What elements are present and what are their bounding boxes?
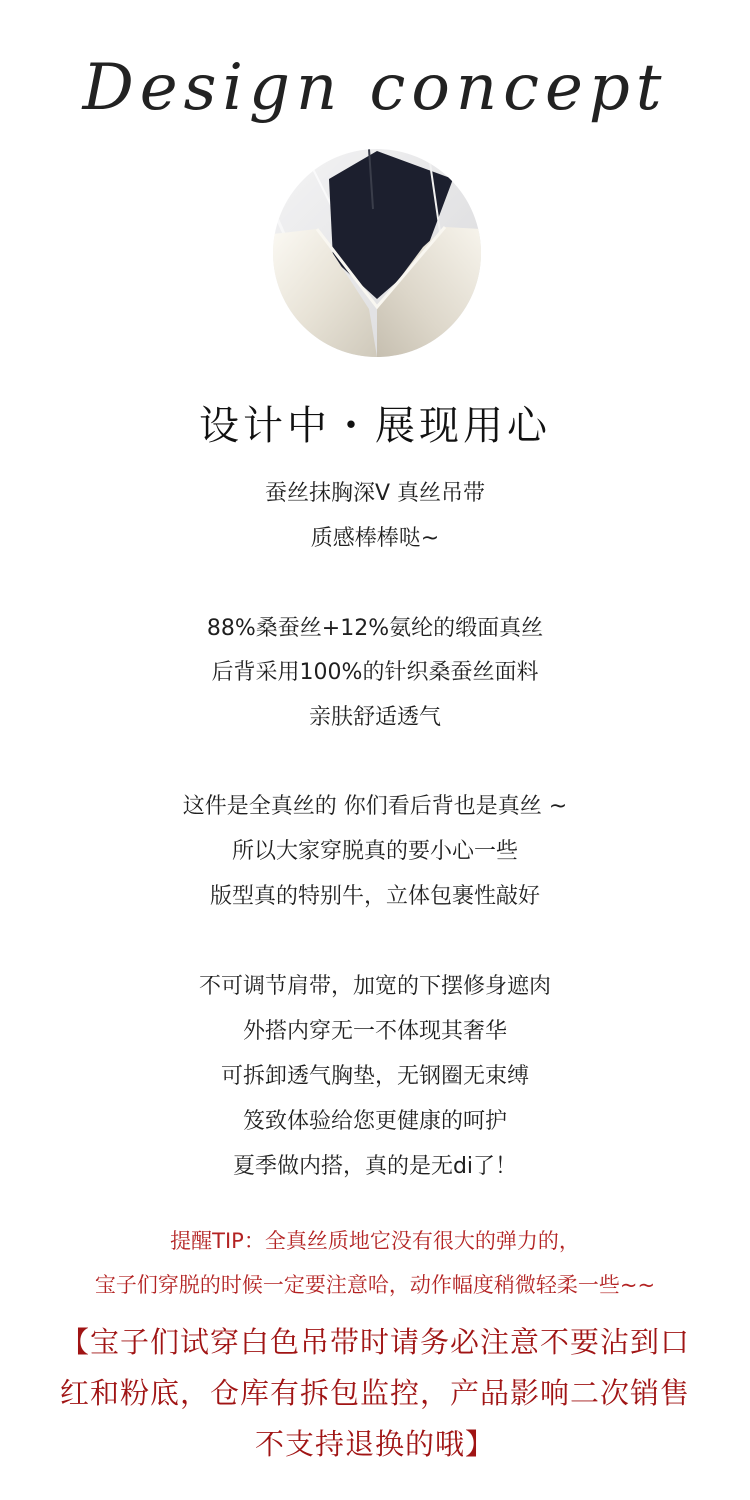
description-line: 夏季做内搭，真的是无di了！ bbox=[232, 1154, 518, 1179]
tip-line: 宝子们穿脱的时候一定要注意哈，动作幅度稍微轻柔一些~~ bbox=[94, 1273, 656, 1297]
tip-line: 提醒TIP：全真丝质地它没有很大的弹力的， bbox=[170, 1229, 580, 1253]
description-line: 可拆卸透气胸垫，无钢圈无束缚 bbox=[220, 1064, 529, 1089]
description-line: 笈致体验给您更健康的呵护 bbox=[242, 1109, 507, 1134]
description-line: 不可调节肩带，加宽的下摆修身遮肉 bbox=[198, 974, 551, 999]
description-line: 亲肤舒适透气 bbox=[308, 705, 441, 730]
description-line: 蚕丝抹胸深V 真丝吊带 bbox=[264, 481, 486, 506]
section-heading: 设计中・展现用心 bbox=[199, 403, 551, 449]
description-line: 外搭内穿无一不体现其奢华 bbox=[242, 1019, 507, 1044]
description-line: 所以大家穿脱真的要小心一些 bbox=[231, 839, 518, 864]
warning-line: 【宝子们试穿白色吊带时请务必注意不要沾到口 bbox=[59, 1325, 690, 1359]
description-line: 这件是全真丝的 你们看后背也是真丝 ~ bbox=[182, 794, 568, 819]
warning-line: 不支持退换的哦】 bbox=[254, 1427, 495, 1461]
silk-camisole-photo-icon bbox=[273, 149, 481, 357]
description-line: 后背采用100%的针织桑蚕丝面料 bbox=[211, 660, 539, 685]
description-line: 版型真的特别牛，立体包裹性敲好 bbox=[209, 884, 540, 909]
description-line: 88%桑蚕丝+12%氨纶的缎面真丝 bbox=[206, 616, 544, 641]
page-title: Design concept bbox=[82, 51, 668, 125]
warning-line: 红和粉底，仓库有拆包监控，产品影响二次销售 bbox=[59, 1376, 690, 1410]
product-photo bbox=[273, 149, 481, 357]
description-line: 质感棒棒哒~ bbox=[310, 526, 440, 551]
